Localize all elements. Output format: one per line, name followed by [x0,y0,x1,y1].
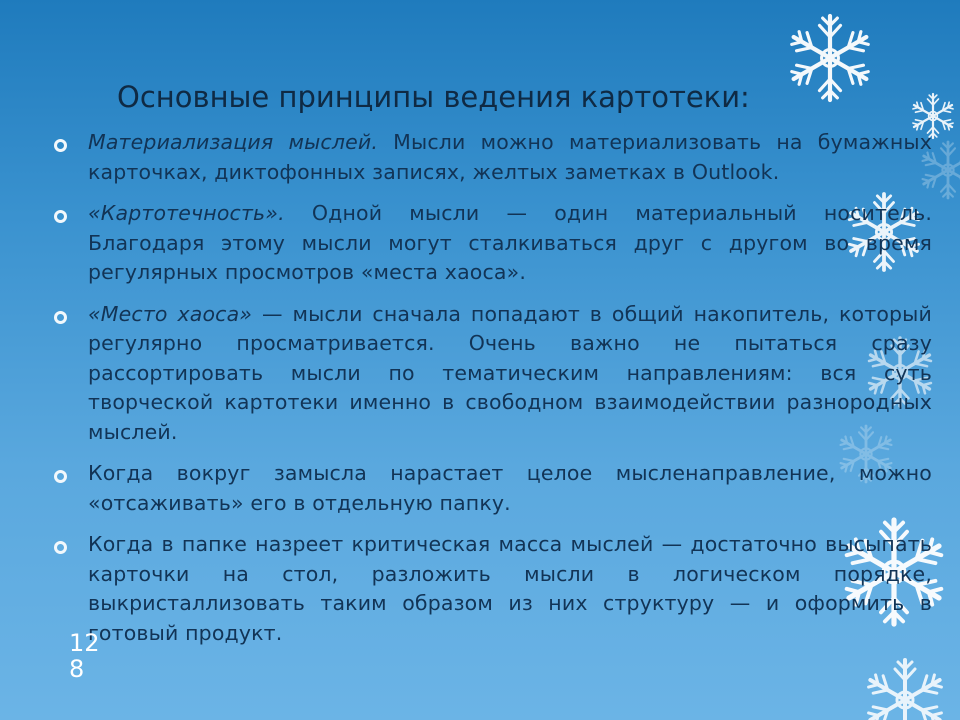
ring-bullet-icon [54,210,67,223]
bullet-text [88,199,932,288]
bullet-lead: Материализация мыслей. [88,130,378,154]
ring-bullet-icon [54,311,67,324]
bullet-item-chaos-place [52,300,932,448]
bullet-text [88,459,932,518]
page-number: 128 [69,629,100,683]
bullet-text [88,530,932,648]
bullet-body: Одной мысли — один материальный носитель. Благодаря этому мысли могут сталкиваться друг с другом во время регулярных просмотров «места хаоса». [88,201,932,284]
bullet-text [88,128,932,187]
ring-bullet-icon [54,139,67,152]
slide-title: Основные принципы ведения картотеки: [117,80,750,114]
bullet-body: Мысли можно материализовать на бумажных карточках, диктофонных записях, желтых заметках в Outlook. [88,130,932,184]
bullet-lead: «Место хаоса» [88,301,253,326]
bullet-body: — мысли сначала попадают в общий накопитель, который регулярно просматривается. Очень важно не пытаться сразу рассортировать мысли по тематическим направлениям: вся суть творческой картотеки именно в свободном взаимодействии разнородных мыслей. [88,301,932,444]
bullet-text [88,300,932,448]
bullet-list [52,128,932,660]
ring-bullet-icon [54,470,67,483]
snowflake-icon [865,660,944,720]
bullet-body: Когда вокруг замысла нарастает целое мысленаправление, можно «отсаживать» его в отдельную папку. [88,461,932,515]
bullet-item-separate-folder [52,459,932,518]
bullet-lead: «Картотечность». [88,201,285,225]
bullet-item-card-file [52,199,932,288]
ring-bullet-icon [54,541,67,554]
bullet-item-materialization [52,128,932,187]
bullet-body: Когда в папке назреет критическая масса мыслей — достаточно высыпать карточки на стол, разложить мысли в логическом порядке, выкристаллизовать таким образом из них структуру — и оформить в готовый продукт. [88,532,932,645]
bullet-item-critical-mass [52,530,932,648]
